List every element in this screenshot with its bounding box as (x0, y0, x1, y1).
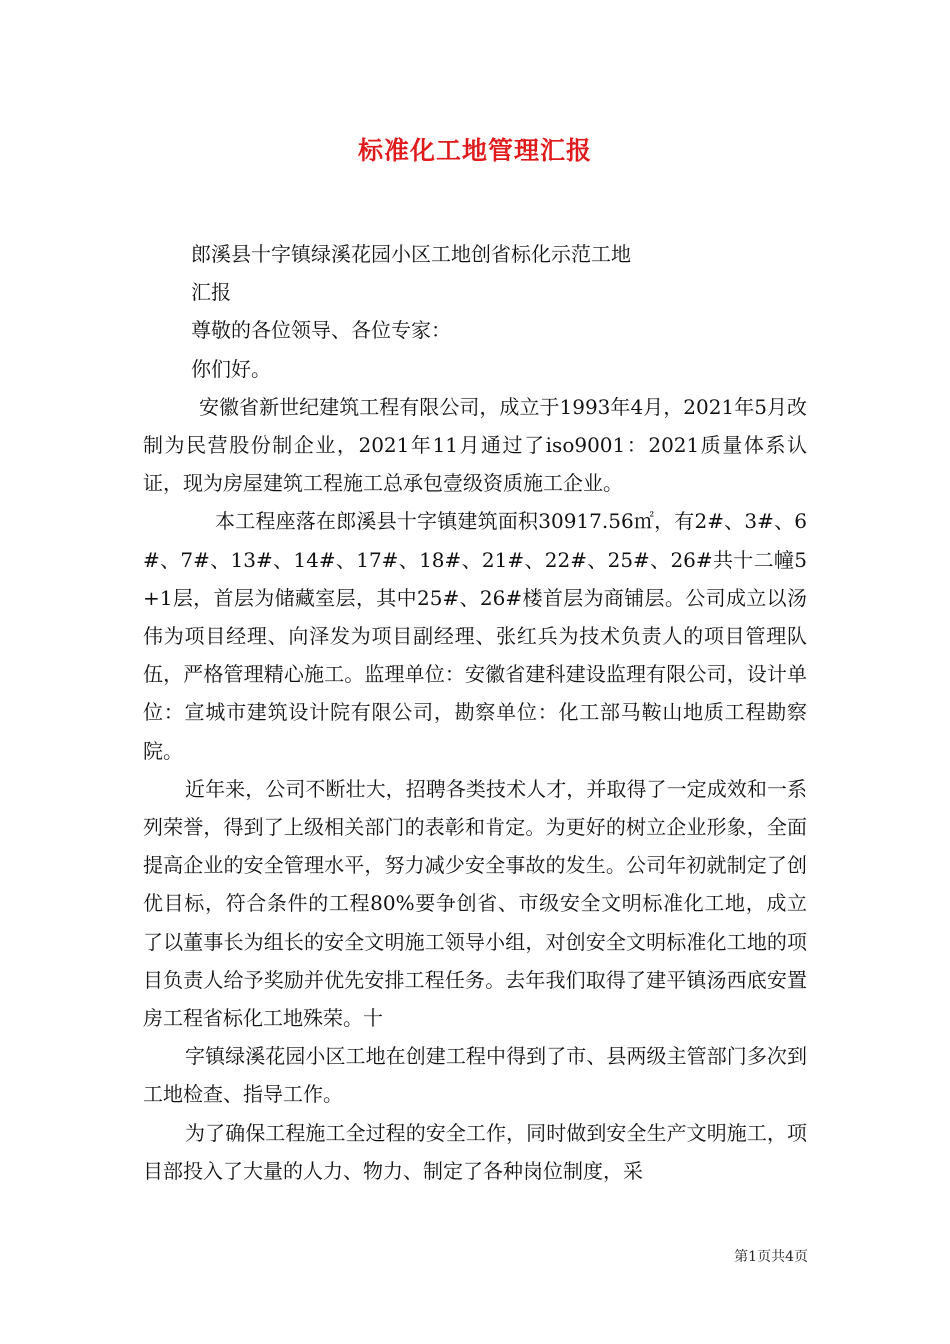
paragraph-inspection: 字镇绿溪花园小区工地在创建工程中得到了市、县两级主管部门多次到工地检查、指导工作。 (143, 1044, 807, 1107)
document-body (143, 235, 807, 1190)
heading-line-2: 汇报 (191, 280, 231, 305)
paragraph-company-intro: 安徽省新世纪建筑工程有限公司，成立于1993年4月，2021年5月改制为民营股份制企业，2021年11月通过了iso9001：2021质量体系认证，现为房屋建筑工程施工总承包壹级资质施工企业。 (143, 394, 807, 496)
paragraph-project-overview: 本工程座落在郎溪县十字镇建筑面积30917.56㎡，有2#、3#、6#、7#、13#、14#、17#、18#、21#、22#、25#、26#共十二幢5+1层，首层为储藏室层，其中25#、26#楼首层为商铺层。公司成立以汤伟为项目经理、向泽发为项目副经理、张红兵为技术负责人的项目管理队伍，严格管理精心施工。监理单位：安徽省建科建设监理有限公司，设计单位：宣城市建筑设计院有限公司，勘察单位：化工部马鞍山地质工程勘察院。 (143, 509, 807, 763)
paragraph-recent-years: 近年来，公司不断壮大，招聘各类技术人才，并取得了一定成效和一系列荣誉，得到了上级相关部门的表彰和肯定。为更好的树立企业形象，全面提高企业的安全管理水平，努力减少安全事故的发生。公司年初就制定了创优目标，符合条件的工程80%要争创省、市级安全文明标准化工地，成立了以董事长为组长的安全文明施工领导小组，对创安全文明标准化工地的项目负责人给予奖励并优先安排工程任务。去年我们取得了建平镇汤西底安置房工程省标化工地殊荣。十 (143, 776, 807, 1031)
paragraph-safety: 为了确保工程施工全过程的安全工作，同时做到安全生产文明施工，项目部投入了大量的人力、物力、制定了各种岗位制度，采 (143, 1120, 807, 1183)
document-title: 标准化工地管理汇报 (357, 136, 592, 165)
greeting: 你们好。 (191, 356, 271, 381)
page-indicator: 第1页共4页 (734, 1249, 808, 1265)
heading-line-1: 郎溪县十字镇绿溪花园小区工地创省标化示范工地 (191, 242, 631, 266)
salutation: 尊敬的各位领导、各位专家： (191, 318, 451, 343)
